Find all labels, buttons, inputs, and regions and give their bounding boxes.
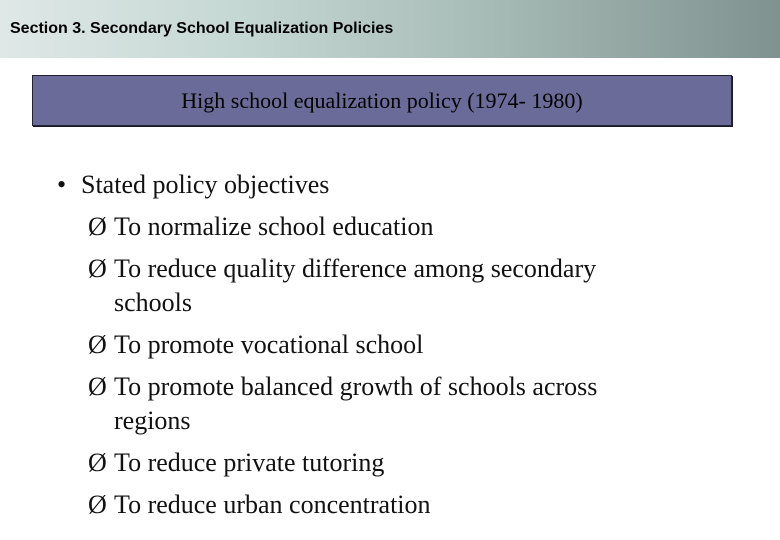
- arrow-bullet-icon: Ø: [88, 372, 107, 401]
- arrow-bullet-icon: Ø: [88, 330, 107, 359]
- list-item-continuation: regions: [114, 406, 191, 435]
- bullet-text: Stated policy objectives: [81, 170, 330, 199]
- arrow-bullet-icon: Ø: [88, 448, 107, 477]
- bullet-icon: •: [57, 170, 67, 199]
- list-item-text: To normalize school education: [114, 212, 434, 241]
- arrow-bullet-icon: Ø: [88, 212, 107, 241]
- list-item-text: To reduce quality difference among secondary: [114, 254, 597, 283]
- list-item-text: To promote vocational school: [114, 330, 424, 359]
- list-item-continuation: schools: [114, 288, 192, 317]
- arrow-bullet-icon: Ø: [88, 254, 107, 283]
- section-title: Section 3. Secondary School Equalization Policies: [10, 20, 394, 37]
- list-item-text: To reduce private tutoring: [114, 448, 385, 477]
- arrow-bullet-icon: Ø: [88, 490, 107, 519]
- list-item-text: To reduce urban concentration: [114, 490, 431, 519]
- slide-title: High school equalization policy (1974- 1980): [181, 87, 583, 113]
- list-item-text: To promote balanced growth of schools across: [114, 372, 598, 401]
